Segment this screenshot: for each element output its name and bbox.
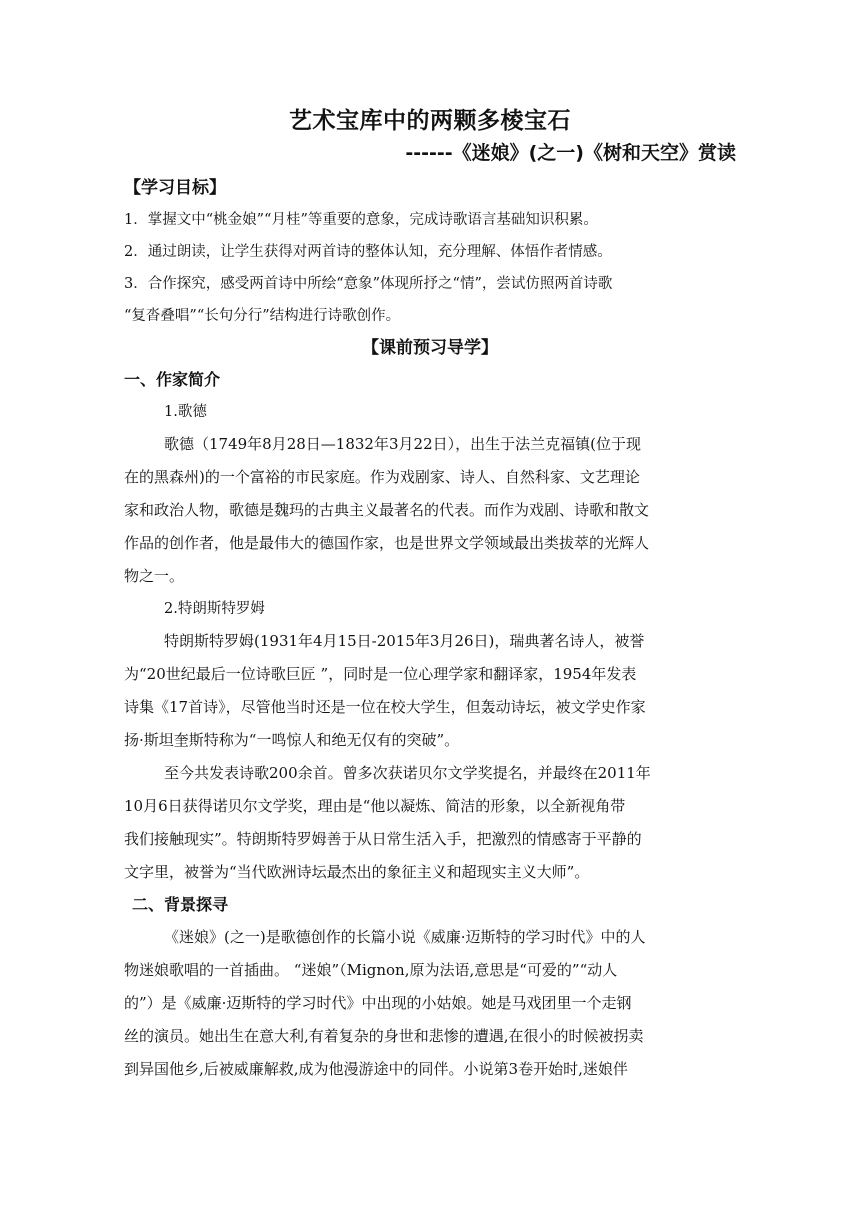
background-paragraph xyxy=(124,921,736,1086)
paragraph-line: 诗集《17首诗》，尽管他当时还是一位在校大学生，但轰动诗坛，被文学史作家 xyxy=(124,698,646,716)
paragraph-line: 物之一。 xyxy=(124,567,185,585)
paragraph-line: 在的黑森州)的一个富裕的市民家庭。作为戏剧家、诗人、自然科家、文艺理论 xyxy=(124,468,640,486)
learning-goals-heading: 【学习目标】 xyxy=(124,178,226,198)
document-title: 艺术宝库中的两颗多棱宝石 xyxy=(289,108,571,134)
learning-goal-item: 1．掌握文中“桃金娘”“月桂”等重要的意象，完成诗歌语言基础知识积累。 xyxy=(124,212,598,228)
goethe-paragraph xyxy=(124,428,736,593)
paragraph-line: 为“20世纪最后一位诗歌巨匠 ”，同时是一位心理学家和翻译家，1954年发表 xyxy=(124,665,637,683)
goethe-label: 1.歌德 xyxy=(164,404,207,420)
document-content xyxy=(124,104,736,1086)
learning-goal-item: 2．通过朗读，让学生获得对两首诗的整体认知，充分理解、体悟作者情感。 xyxy=(124,244,612,260)
paragraph-line: 歌德（1749年8月28日—1832年3月22日），出生于法兰克福镇(位于现 xyxy=(164,435,641,453)
preview-guide-heading: 【课前预习导学】 xyxy=(362,338,498,358)
learning-goal-item: 3．合作探究，感受两首诗中所绘“意象”体现所抒之“情”，尝试仿照两首诗歌 xyxy=(124,276,613,292)
paragraph-line: 丝的演员。她出生在意大利,有着复杂的身世和悲惨的遭遇,在很小的时候被拐卖 xyxy=(124,1027,644,1045)
document-subtitle: ------《迷娘》(之一)《树和天空》赏读 xyxy=(405,142,736,164)
paragraph-line: 特朗斯特罗姆(1931年4月15日-2015年3月26日)，瑞典著名诗人，被誉 xyxy=(164,632,645,650)
transtromer-paragraph-1 xyxy=(124,625,736,757)
paragraph-line: 至今共发表诗歌200余首。曾多次获诺贝尔文学奖提名，并最终在2011年 xyxy=(164,764,651,782)
paragraph-line: 到异国他乡,后被威廉解救,成为他漫游途中的同伴。小说第3卷开始时,迷娘伴 xyxy=(124,1060,628,1078)
background-heading: 二、背景探寻 xyxy=(132,895,229,914)
paragraph-line: 10月6日获得诺贝尔文学奖，理由是“他以凝炼、简洁的形象，以全新视角带 xyxy=(124,797,626,815)
author-intro-heading: 一、作家简介 xyxy=(124,370,221,389)
transtromer-paragraph-2 xyxy=(124,757,736,889)
paragraph-line: 作品的创作者，他是最伟大的德国作家，也是世界文学领域最出类拔萃的光辉人 xyxy=(124,534,650,552)
paragraph-line: 家和政治人物，歌德是魏玛的古典主义最著名的代表。而作为戏剧、诗歌和散文 xyxy=(124,501,650,519)
paragraph-line: 的”）是《威廉·迈斯特的学习时代》中出现的小姑娘。她是马戏团里一个走钢 xyxy=(124,994,632,1012)
paragraph-line: 扬·斯坦奎斯特称为“一鸣惊人和绝无仅有的突破”。 xyxy=(124,731,460,749)
paragraph-line: 《迷娘》(之一)是歌德创作的长篇小说《威廉·迈斯特的学习时代》中的人 xyxy=(164,928,646,946)
paragraph-line: 我们接触现实”。特朗斯特罗姆善于从日常生活入手，把激烈的情感寄于平静的 xyxy=(124,830,642,848)
learning-goal-item: “复沓叠唱”“长句分行”结构进行诗歌创作。 xyxy=(124,308,401,324)
paragraph-line: 物迷娘歌唱的一首插曲。 “迷娘”（Mignon,原为法语,意思是“可爱的”“动人 xyxy=(124,961,618,979)
learning-goals-list xyxy=(124,204,736,332)
transtromer-label: 2.特朗斯特罗姆 xyxy=(164,601,265,617)
paragraph-line: 文字里，被誉为“当代欧洲诗坛最杰出的象征主义和超现实主义大师”。 xyxy=(124,863,590,881)
